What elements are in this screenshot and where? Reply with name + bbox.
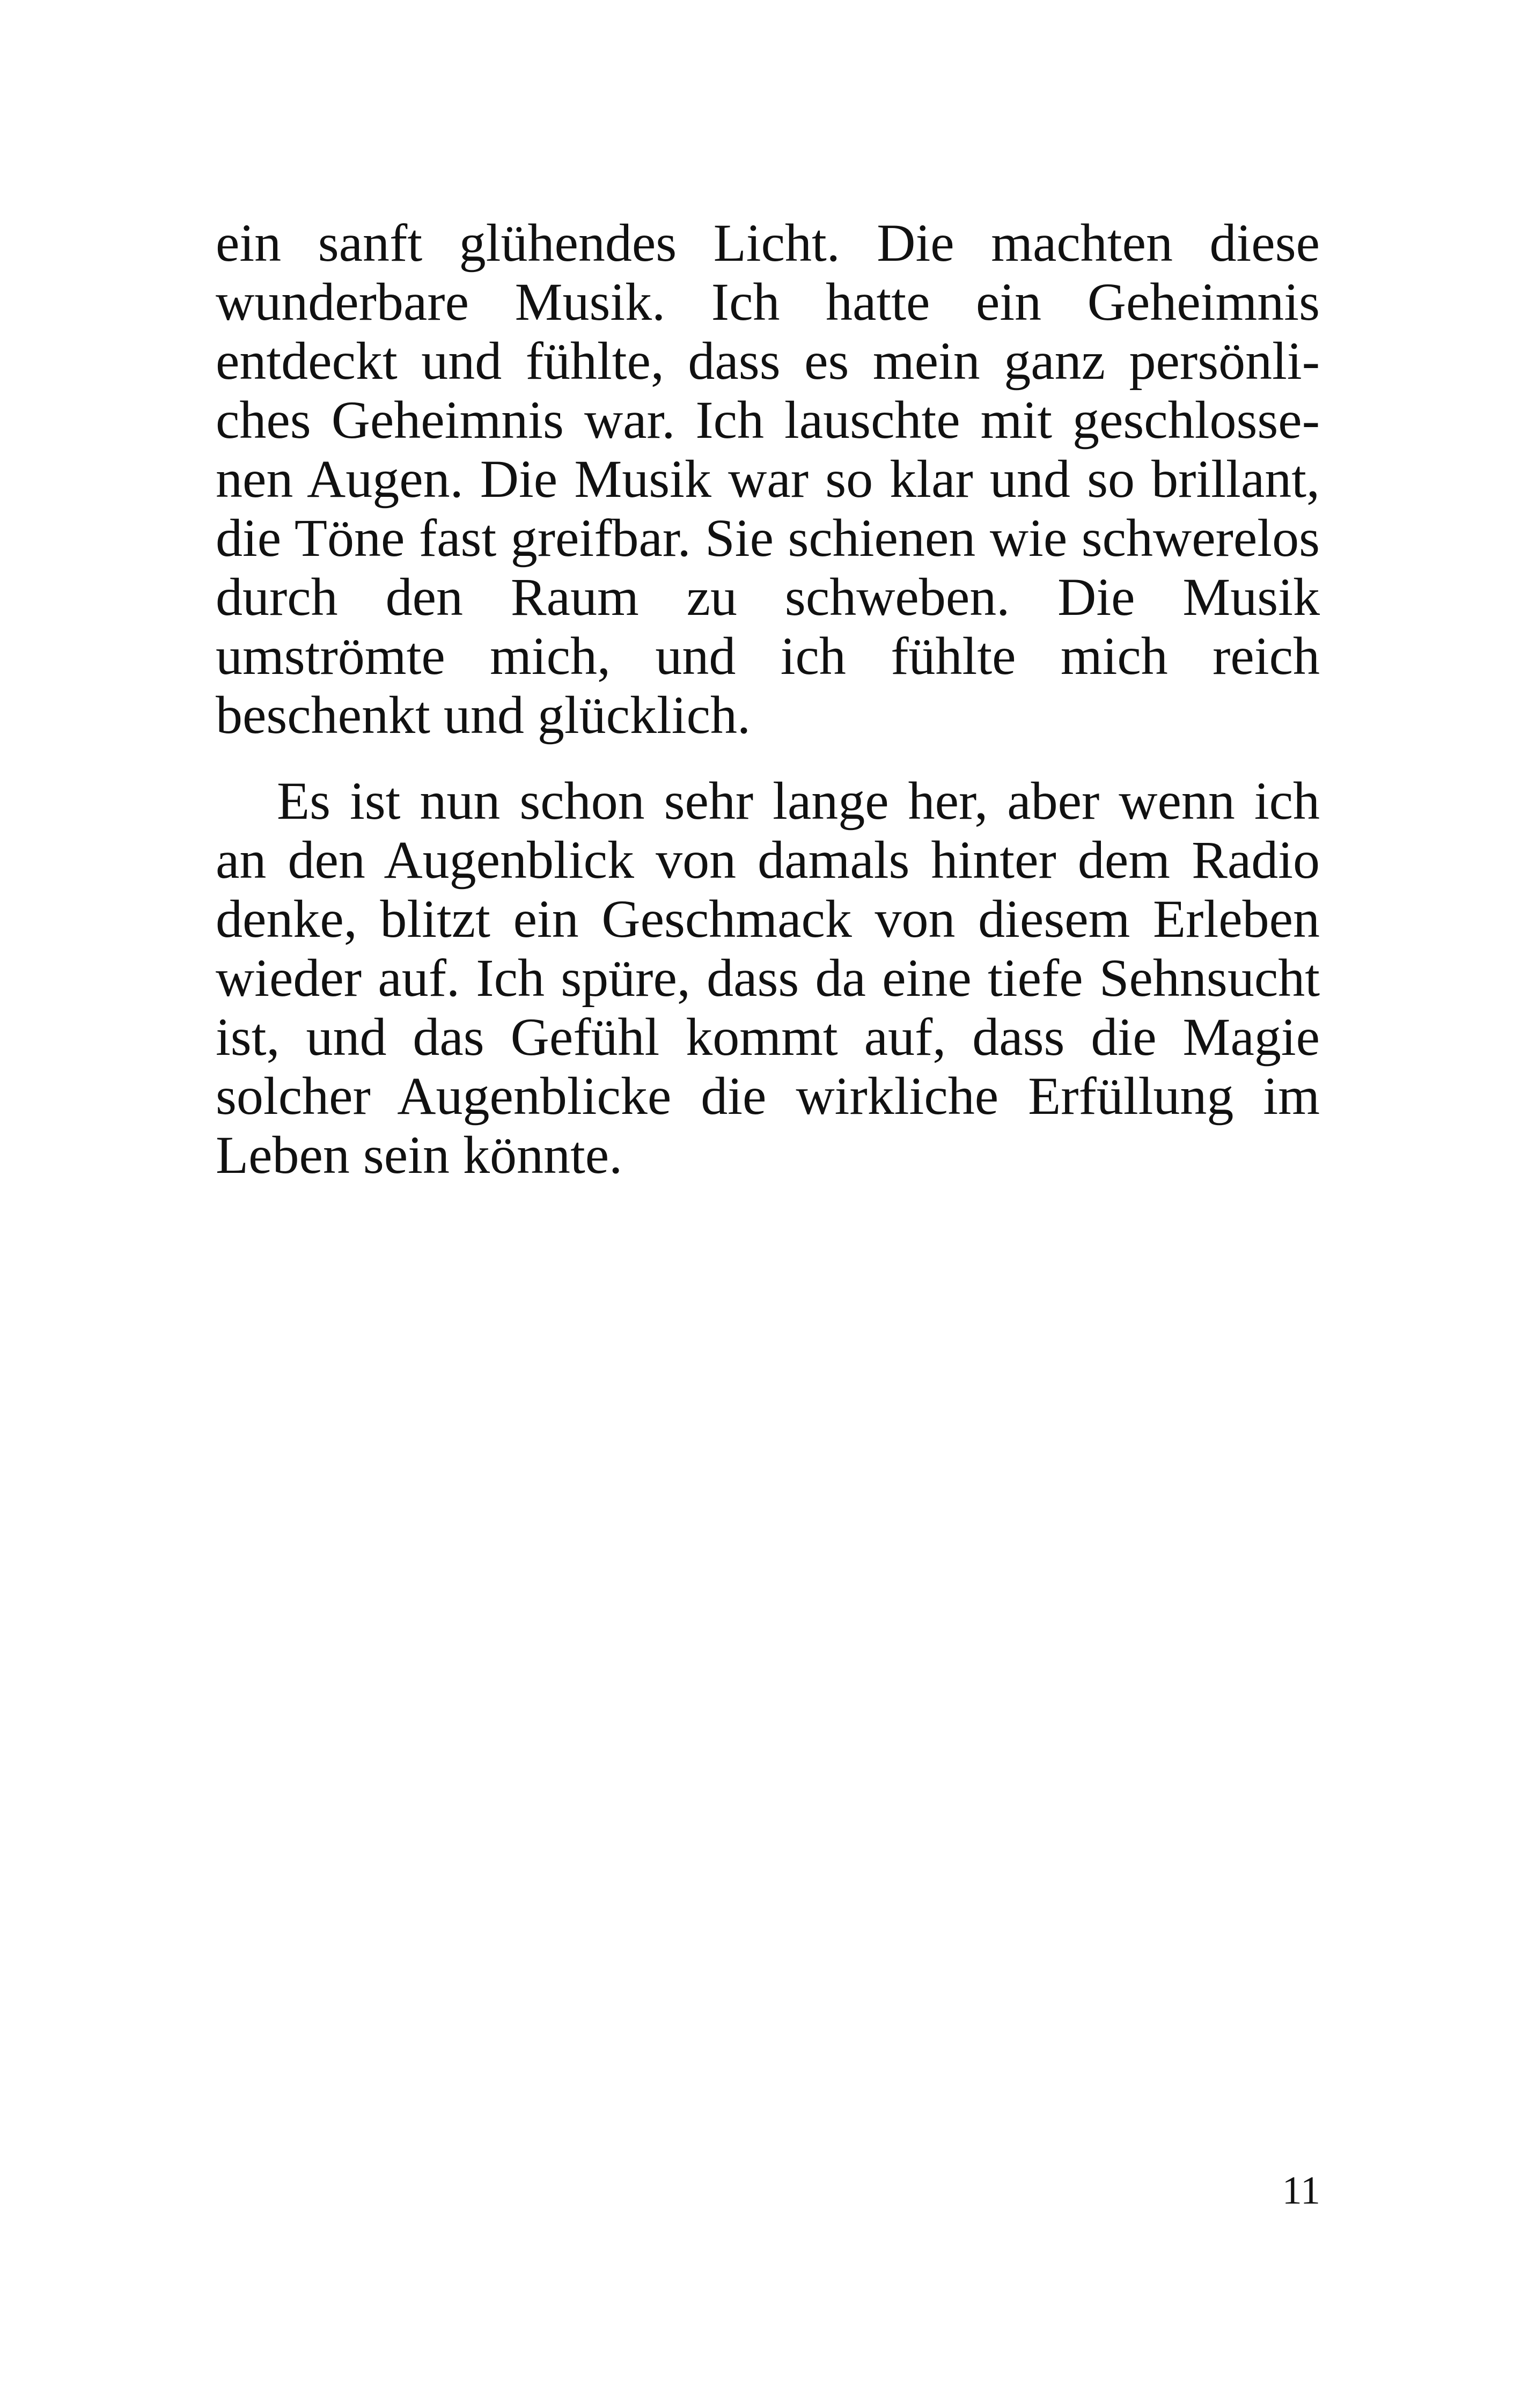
text-line-indented: Es ist nun schon sehr lange her, aber wenn ich	[277, 771, 1320, 831]
text-line: beschenkt und glücklich.	[216, 685, 751, 745]
page-number: 11	[1282, 2169, 1320, 2213]
text-line: solcher Augenblicke die wirkliche Erfüllung im	[216, 1066, 1320, 1126]
text-line: entdeckt und fühlte, dass es mein ganz persönli-	[216, 331, 1320, 391]
text-line: ches Geheimnis war. Ich lauschte mit geschlosse-	[216, 390, 1320, 450]
text-line: denke, blitzt ein Geschmack von diesem Erleben	[216, 889, 1320, 949]
text-line: durch den Raum zu schweben. Die Musik	[216, 567, 1320, 627]
paragraph-1	[216, 214, 1320, 745]
text-line: an den Augenblick von damals hinter dem Radio	[216, 830, 1320, 890]
text-line: Leben sein könnte.	[216, 1125, 623, 1185]
paragraph-spacer	[216, 745, 1320, 772]
text-line: die Töne fast greifbar. Sie schienen wie schwerelos	[216, 508, 1320, 568]
text-line: nen Augen. Die Musik war so klar und so brillant,	[216, 449, 1320, 509]
text-line: wunderbare Musik. Ich hatte ein Geheimnis	[216, 272, 1320, 332]
text-line: ein sanft glühendes Licht. Die machten diese	[216, 213, 1320, 273]
body-text	[216, 214, 1320, 1185]
text-line: ist, und das Gefühl kommt auf, dass die Magie	[216, 1007, 1320, 1067]
text-line: wieder auf. Ich spüre, dass da eine tiefe Sehnsucht	[216, 948, 1320, 1008]
text-line: umströmte mich, und ich fühlte mich reich	[216, 626, 1320, 686]
paragraph-2	[216, 772, 1320, 1185]
